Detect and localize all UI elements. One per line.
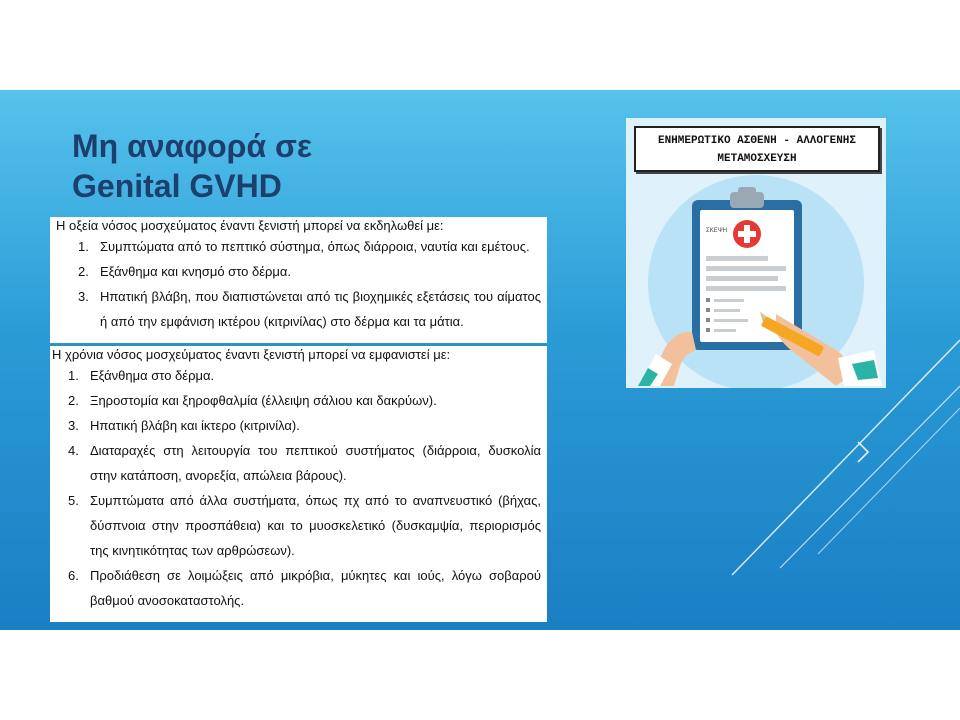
- slide: [0, 90, 960, 630]
- list-item: 3. Ηπατική βλάβη, που διαπιστώνεται από τις βιοχημικές εξετάσεις του αίματος ή από την εμφάνιση ικτέρου (κιτρινίλας) στο δέρμα και τα μάτια.: [78, 289, 541, 329]
- chronic-heading: Η χρόνια νόσος μοσχεύματος έναντι ξενιστή μπορεί να εμφανιστεί με:: [52, 347, 451, 362]
- list-item: 1. Εξάνθημα στο δέρμα.: [68, 368, 215, 383]
- poster-label-line-2: ΜΕΤΑΜΟΣΧΕΥΣΗ: [717, 153, 797, 165]
- acute-heading: Η οξεία νόσος μοσχεύματος έναντι ξενιστή μπορεί να εκδηλωθεί με:: [56, 218, 444, 233]
- title-line-1: Μη αναφορά σε: [72, 128, 313, 164]
- decorative-lines: [0, 90, 960, 630]
- next-arrow-icon: [858, 442, 868, 462]
- poster-label-line-1: ΕΝΗΜΕΡΩΤΙΚΟ ΑΣΘΕΝΗ - ΑΛΛΟΓΕΝΗΣ: [657, 135, 857, 147]
- list-item: 4. Διαταραχές στη λειτουργία του πεπτικού συστήματος (διάρροια, δυσκολία στην κατάποση, ανορεξία, απώλεια βάρους).: [68, 443, 541, 483]
- list-item: 2. Ξηροστομία και ξηροφθαλμία (έλλειψη σάλιου και δακρύων).: [68, 393, 437, 408]
- list-item: 3. Ηπατική βλάβη και ίκτερο (κιτρινίλα).: [68, 418, 300, 433]
- list-item: 1. Συμπτώματα από το πεπτικό σύστημα, όπως διάρροια, ναυτία και εμέτους.: [78, 239, 530, 254]
- list-item: 5. Συμπτώματα από άλλα συστήματα, όπως πχ από το αναπνευστικό (βήχας, δύσπνοια στην προσπάθεια) και το μυοσκελετικό (δυσκαμψία, περιορισμός της κινητικότητας των αρθρώσεων).: [68, 493, 541, 558]
- list-item: 2. Εξάνθημα και κνησμό στο δέρμα.: [78, 264, 292, 279]
- list-item: 6. Προδιάθεση σε λοιμώξεις από μικρόβια, μύκητες και ιούς, λόγω σοβαρού βαθμού ανοσοκαταστολής.: [68, 568, 541, 608]
- title-line-2: Genital GVHD: [72, 168, 282, 204]
- clipboard-header: ΣΚΕΨΗ: [706, 228, 728, 234]
